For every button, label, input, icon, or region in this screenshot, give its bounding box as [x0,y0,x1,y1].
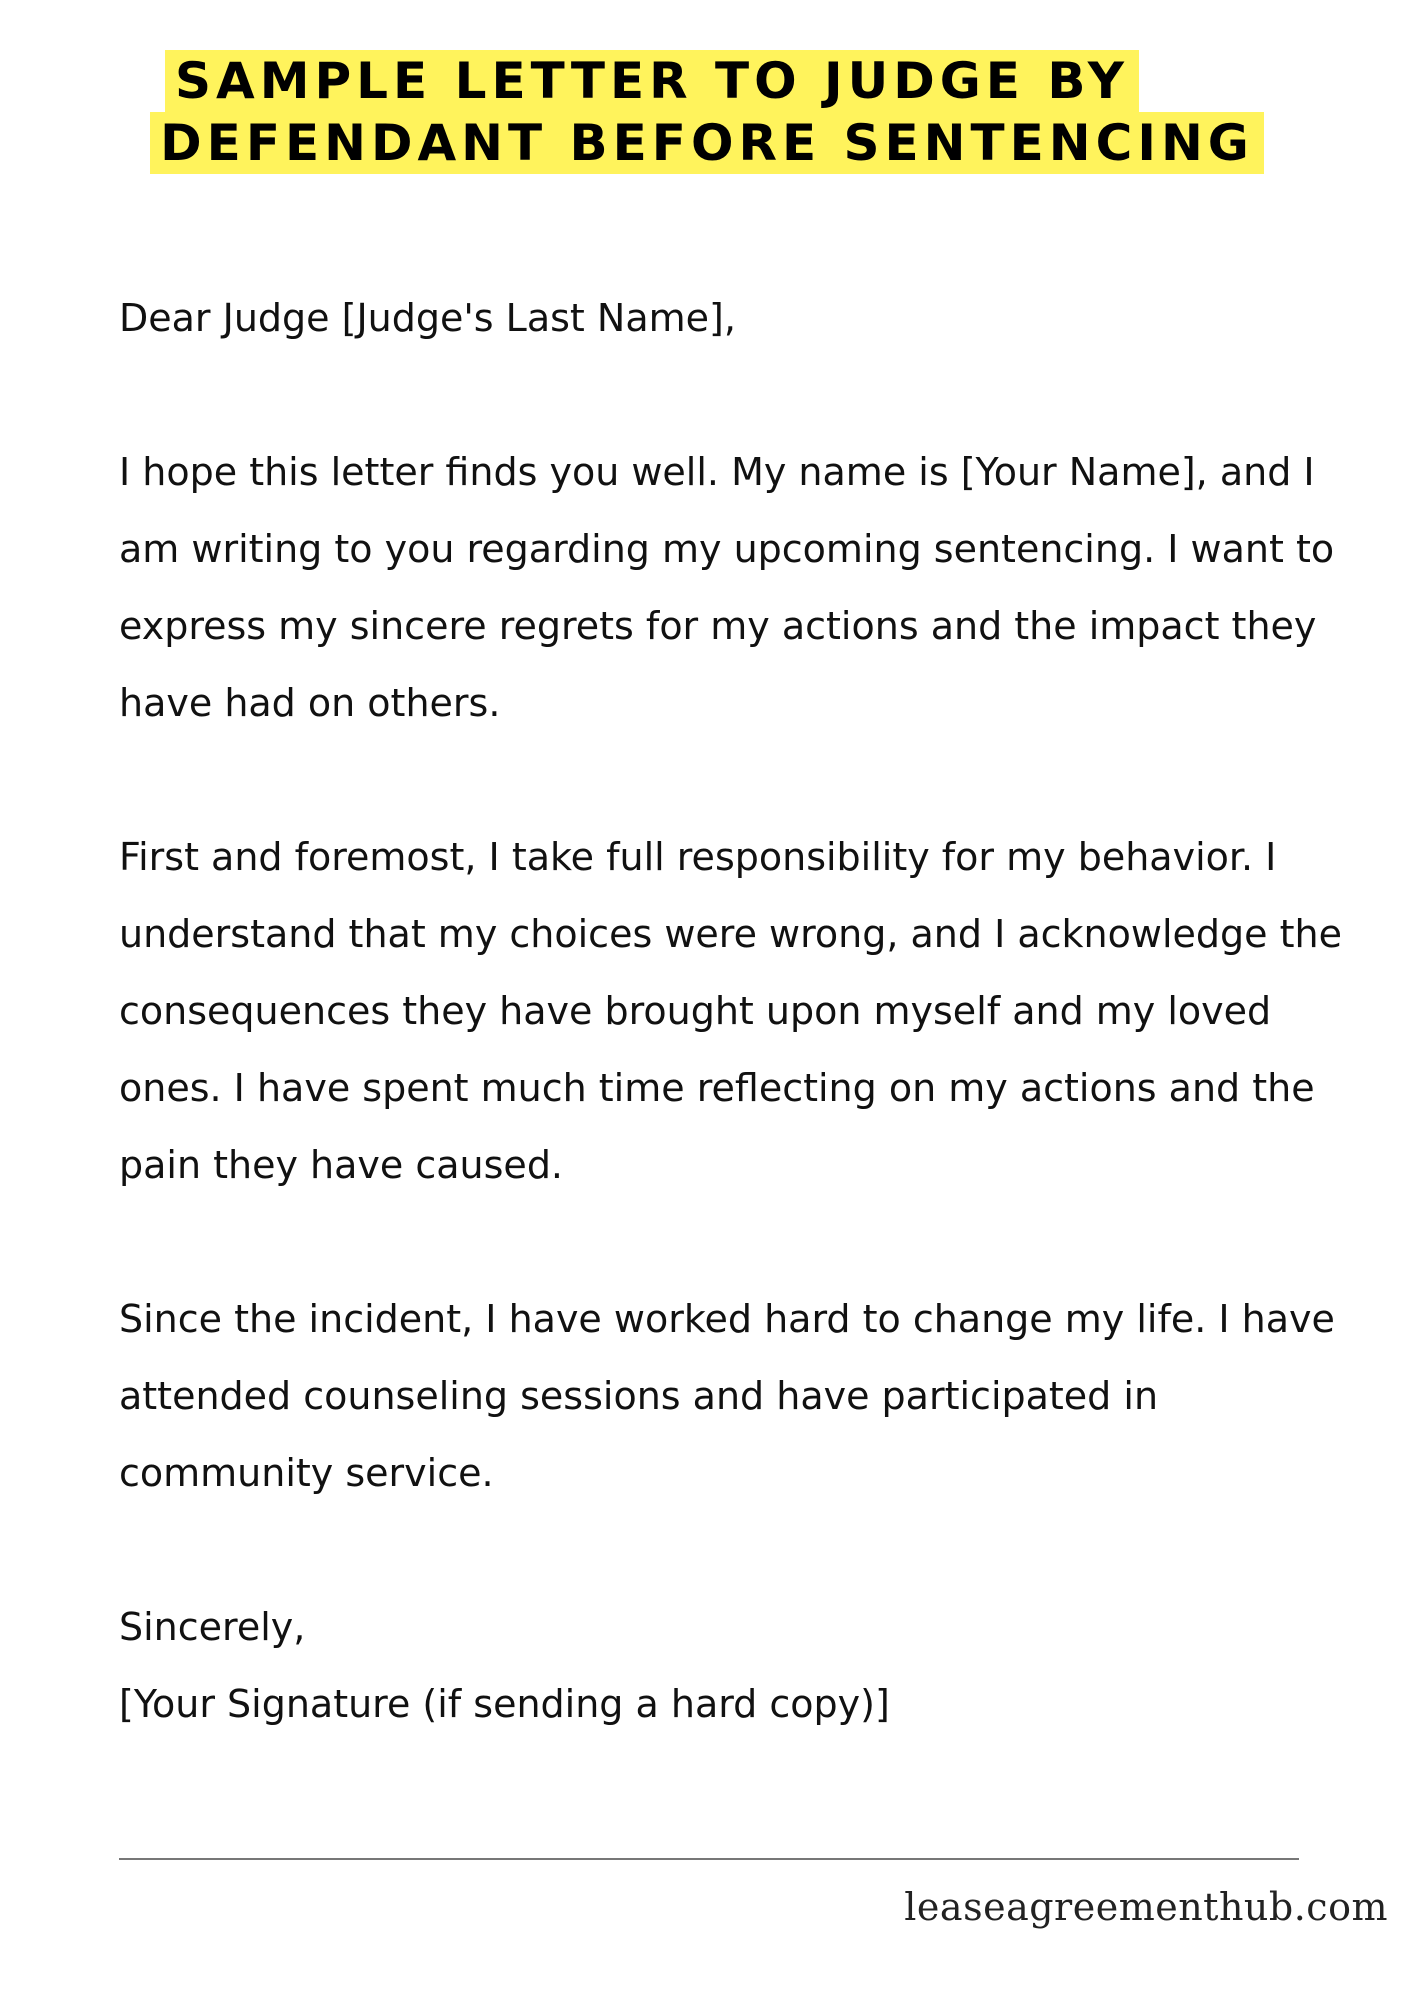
salutation: Dear Judge [Judge's Last Name], [119,296,736,340]
closing-block [119,1589,1349,1743]
footer-divider [119,1858,1299,1860]
title-line-1: SAMPLE LETTER TO JUDGE BY [165,50,1139,112]
footer-brand: leaseagreementhub.com [904,1885,1388,1929]
paragraph-3: Since the incident, I have worked hard to change my life. I have attended counseling sessions and have participated in community service. [119,1297,1335,1495]
paragraph-1: I hope this letter finds you well. My name is [Your Name], and I am writing to you regarding my upcoming sentencing. I want to express my sincere regrets for my actions and the impact they have had on others. [119,450,1335,725]
document-title [0,50,1414,174]
signature-placeholder: [Your Signature (if sending a hard copy)] [119,1682,890,1726]
letter-body [119,280,1349,1743]
closing: Sincerely, [119,1605,306,1649]
title-line-2: DEFENDANT BEFORE SENTENCING [150,112,1264,174]
paragraph-2: First and foremost, I take full responsibility for my behavior. I understand that my choices were wrong, and I acknowledge the consequences they have brought upon myself and my loved ones. I have spent much time reflecting on my actions and the pain they have caused. [119,835,1342,1187]
